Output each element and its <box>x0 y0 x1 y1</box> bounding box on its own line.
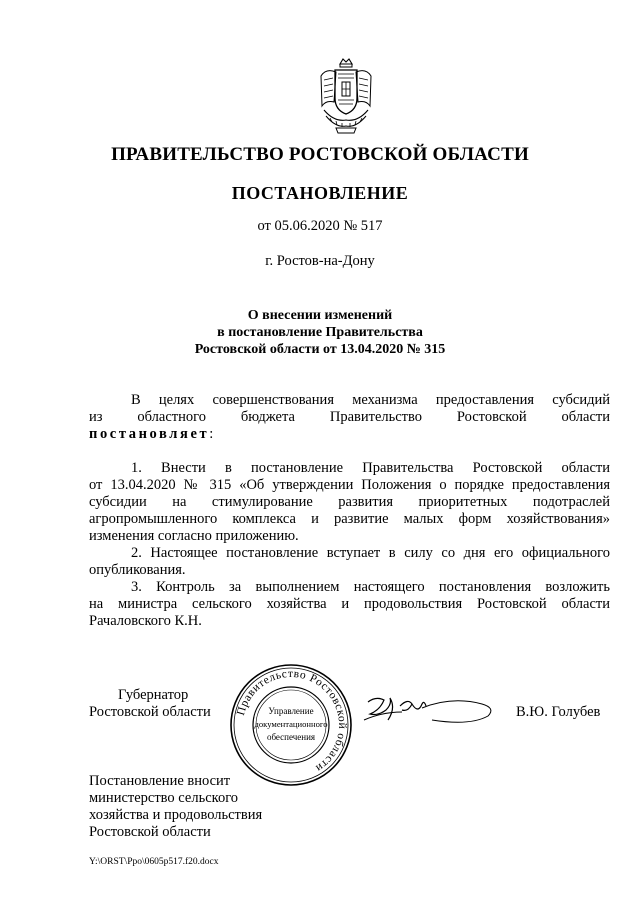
subject-line-1: О внесении изменений <box>247 308 393 323</box>
file-path: Y:\ORST\Ppo\0605p517.f20.docx <box>89 857 219 867</box>
introduced-by-line-4: Ростовской области <box>89 824 211 840</box>
preamble <box>89 392 610 443</box>
signer-position-line-1: Губернатор <box>118 687 189 703</box>
seal-center-line-2: документационного <box>254 719 328 729</box>
seal-center-line-1: Управление <box>268 706 314 716</box>
decree-word: постановляет <box>89 426 210 442</box>
item-2-line-1: 2. Настоящее постановление вступает в силу со дня его официального <box>131 545 610 561</box>
introduced-by <box>89 773 262 841</box>
signer-name: В.Ю. Голубев <box>516 704 601 720</box>
item-2-line-2: опубликования. <box>89 562 186 578</box>
item-3-line-2: на министра сельского хозяйства и продовольствия Ростовской области <box>89 596 610 612</box>
item-1-line-5: изменения согласно приложению. <box>89 528 299 544</box>
preamble-line-1: В целях совершенствования механизма предоставления субсидий <box>131 392 610 408</box>
subject-line-3: Ростовской области от 13.04.2020 № 315 <box>194 342 446 357</box>
item-3-line-1: 3. Контроль за выполнением настоящего постановления возложить <box>131 579 610 595</box>
doc-city: г. Ростов-на-Дону <box>265 253 375 269</box>
doc-type-title: ПОСТАНОВЛЕНИЕ <box>231 183 409 203</box>
subject-line-2: в постановление Правительства <box>217 325 423 340</box>
preamble-line-2: из областного бюджета Правительство Ростовской области <box>89 409 610 425</box>
signer-position-line-2: Ростовской области <box>89 704 211 720</box>
doc-subject <box>0 307 640 358</box>
introduced-by-line-3: хозяйства и продовольствия <box>89 807 263 823</box>
decree-colon: : <box>209 426 214 442</box>
coat-of-arms-icon <box>316 58 376 134</box>
doc-date-number: от 05.06.2020 № 517 <box>257 218 383 234</box>
introduced-by-line-2: министерство сельского <box>89 790 239 806</box>
item-1-line-4: агропромышленного комплекса и развитие малых форм хозяйствования» <box>89 511 610 527</box>
item-3-line-3: Рачаловского К.Н. <box>89 613 202 629</box>
item-1-line-2: от 13.04.2020 № 315 «Об утверждении Положения о порядке предоставления <box>89 477 610 493</box>
decree-items <box>89 460 610 630</box>
preamble-line-3 <box>89 426 610 443</box>
seal-center-line-3: обеспечения <box>266 732 316 742</box>
introduced-by-line-1: Постановление вносит <box>89 773 231 789</box>
item-1-line-3: субсидии на стимулирование развития приоритетных подотраслей <box>89 494 610 510</box>
item-1-line-1: 1. Внести в постановление Правительства Ростовской области <box>131 460 610 476</box>
seal-ring-text: Правительство Ростовской области <box>234 667 349 775</box>
official-seal-stamp <box>228 662 354 788</box>
org-title: ПРАВИТЕЛЬСТВО РОСТОВСКОЙ ОБЛАСТИ <box>111 144 529 165</box>
handwritten-signature-icon <box>362 690 497 735</box>
